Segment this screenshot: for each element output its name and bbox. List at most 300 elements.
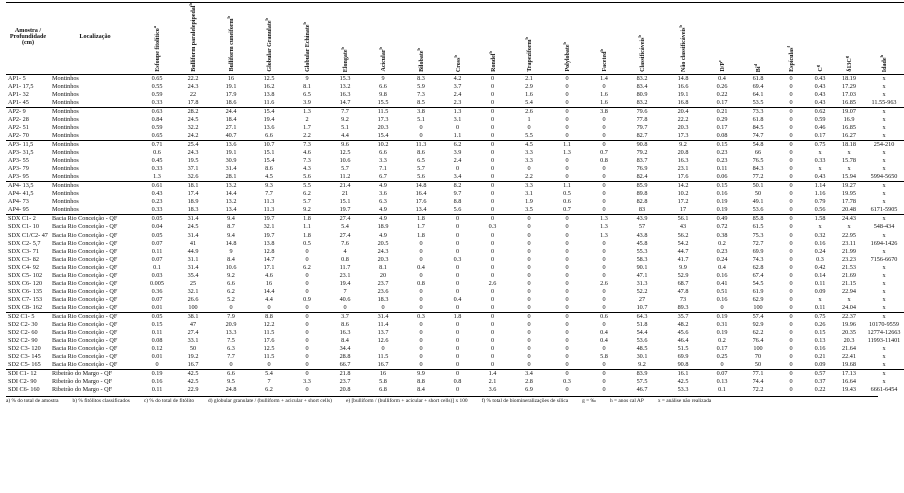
table-row <box>6 157 904 165</box>
value-cell: 0.31 <box>716 321 728 329</box>
value-cell: 0.43 <box>814 173 826 181</box>
value-cell: 0.65 <box>151 131 163 139</box>
value-cell: 0 <box>789 90 793 98</box>
value-cell: 19.68 <box>842 361 856 369</box>
value-cell: x <box>847 165 851 173</box>
value-cell: 0.07 <box>151 295 163 303</box>
value-cell: 31.4 <box>187 231 199 239</box>
value-cell: 0 <box>229 303 233 311</box>
value-cell: 0 <box>490 173 495 181</box>
value-cell: 8.6 <box>417 149 425 157</box>
column-header-footnote-mark: d <box>753 63 758 67</box>
value-cell: 3.9 <box>303 98 311 106</box>
sample-cell: SDI C2- 90 <box>8 378 37 386</box>
value-cell: 13.6 <box>212 141 250 150</box>
table-row <box>6 132 904 141</box>
value-cell: 0 <box>602 378 606 386</box>
value-cell: 0 <box>527 329 531 337</box>
value-cell: 0 <box>789 157 793 165</box>
value-cell: 47 <box>189 321 197 329</box>
column-header <box>586 3 622 75</box>
column-header-label: Amostra / Profundidade (cm) <box>9 27 47 47</box>
value-cell: 9.6 <box>326 141 364 150</box>
value-cell: 0.43 <box>814 98 826 106</box>
value-cell: 3.3 <box>510 182 548 191</box>
table-row <box>6 190 904 198</box>
value-cell: 11.4 <box>377 321 389 329</box>
value-cell: 20.3 <box>377 255 389 263</box>
value-cell: 44.9 <box>187 247 199 255</box>
value-cell: 0 <box>267 303 271 311</box>
value-cell: 77.2 <box>752 173 764 181</box>
value-cell: 26.6 <box>187 295 199 303</box>
value-cell: 0 <box>789 131 793 139</box>
column-header-footnote-mark: b <box>264 18 269 21</box>
value-cell: 83.2 <box>636 98 648 106</box>
value-cell: 19.1 <box>225 82 237 90</box>
location-cell: Bacia Rio Conceição - QF <box>52 337 118 345</box>
value-cell: 0.29 <box>716 115 728 123</box>
value-cell: 16.3 <box>677 157 689 165</box>
value-cell: 61.9 <box>752 287 764 295</box>
value-cell: 0 <box>527 337 531 345</box>
value-cell: 9 <box>364 74 402 83</box>
value-cell: 0.7 <box>600 149 608 157</box>
table-row <box>6 353 904 361</box>
value-cell: 0.9 <box>303 295 311 303</box>
value-cell: 0 <box>565 165 569 173</box>
value-cell: 0.03 <box>151 271 163 279</box>
value-cell: 0 <box>789 247 793 255</box>
value-cell: 23.6 <box>377 287 389 295</box>
value-cell: 16.2 <box>263 82 275 90</box>
table-row <box>6 256 904 264</box>
value-cell: 0.25 <box>716 353 728 361</box>
location-cell: Montinhos <box>52 98 79 106</box>
value-cell: 4.9 <box>364 215 402 224</box>
value-cell: 0 <box>548 370 586 379</box>
value-cell: 4 <box>343 247 347 255</box>
value-cell: 7.1 <box>379 165 387 173</box>
location-cell: Montinhos <box>52 165 79 173</box>
column-header-footnote-mark: c <box>717 60 722 63</box>
value-cell: 4.9 <box>379 206 387 214</box>
value-cell: 84.5 <box>752 123 764 131</box>
value-cell: 0 <box>490 271 495 279</box>
value-cell: 6.2 <box>227 287 235 295</box>
value-cell: 5.2 <box>227 295 235 303</box>
value-cell: 6.6 <box>379 82 387 90</box>
value-cell: 0.62 <box>806 107 834 116</box>
value-cell: 0.12 <box>151 345 163 353</box>
value-cell: 17.6 <box>677 173 689 181</box>
value-cell: 0.24 <box>716 255 728 263</box>
value-cell: 3.7 <box>453 82 462 90</box>
value-cell: 0.22 <box>716 90 728 98</box>
value-cell: 0.23 <box>151 198 163 206</box>
value-cell: 8.4 <box>417 386 425 394</box>
value-cell: 41.7 <box>677 255 689 263</box>
value-cell: 0.5 <box>563 190 571 198</box>
value-cell: 17.78 <box>842 198 856 206</box>
value-cell: 0 <box>475 215 510 224</box>
value-cell: 23.1 <box>677 165 689 173</box>
value-cell: 15.78 <box>842 157 856 165</box>
value-cell: 23.7 <box>377 279 389 287</box>
column-header-label: Bulliform cuneiform$^b$ <box>226 16 235 72</box>
value-cell: 43.8 <box>636 231 648 239</box>
value-cell: x <box>864 370 904 379</box>
value-cell: 0 <box>602 247 606 255</box>
value-cell: 14.8 <box>225 239 237 247</box>
value-cell: 5.8 <box>600 353 608 361</box>
value-cell: 0 <box>565 263 569 271</box>
value-cell: 33.1 <box>187 337 199 345</box>
value-cell: 1.58 <box>806 215 834 224</box>
column-header <box>662 3 704 75</box>
value-cell: 0.4 <box>417 263 425 271</box>
value-cell: 9.2 <box>638 361 646 369</box>
value-cell: x <box>882 190 886 198</box>
value-cell: 0 <box>419 123 423 131</box>
value-cell: 13.4 <box>225 206 237 214</box>
value-cell: 0.07 <box>704 370 740 379</box>
value-cell: 0.4 <box>453 295 462 303</box>
value-cell: 11.5 <box>263 329 275 337</box>
value-cell: 0 <box>490 321 495 329</box>
value-cell: x <box>882 198 886 206</box>
value-cell: 68.7 <box>677 279 689 287</box>
value-cell: 0 <box>602 303 606 311</box>
value-cell: x <box>882 279 886 287</box>
value-cell: 0 <box>455 321 460 329</box>
column-header-footnote-mark: b <box>188 3 193 6</box>
value-cell: 0 <box>419 247 423 255</box>
sample-cell: SDX C8- 162 <box>8 303 43 311</box>
column-header-label: Esfoupe fitolítico$^a$ <box>152 25 161 72</box>
value-cell: 20.3 <box>843 337 855 345</box>
value-cell: x <box>882 361 886 369</box>
value-cell: x <box>882 247 886 255</box>
value-cell: 11.3 <box>263 198 275 206</box>
value-cell: 2.2 <box>525 173 533 181</box>
value-cell: 18.18 <box>834 141 864 150</box>
column-header-footnote-mark: b <box>340 46 345 50</box>
column-header-label: Rondel$^b$ <box>487 50 497 72</box>
value-cell: 0.4 <box>704 74 740 83</box>
value-cell: 82.4 <box>636 173 648 181</box>
value-cell: 89.8 <box>636 190 648 198</box>
value-cell: 0 <box>490 90 495 98</box>
value-cell: 0.45 <box>151 157 163 165</box>
value-cell: 0 <box>490 361 495 369</box>
table-row <box>6 107 904 116</box>
column-header-footnote-mark: f <box>786 45 791 48</box>
value-cell: 3.3 <box>525 149 533 157</box>
value-cell: 0 <box>455 279 460 287</box>
value-cell: 0.33 <box>814 157 826 165</box>
value-cell: 0.1 <box>153 263 161 271</box>
value-cell: 0.1 <box>718 386 726 394</box>
value-cell: 21 <box>341 190 349 198</box>
value-cell: 0 <box>565 279 569 287</box>
value-cell: 11.3 <box>402 141 440 150</box>
sample-cell: SDX C4- 92 <box>8 263 39 271</box>
value-cell: 0.17 <box>716 123 728 131</box>
value-cell: 21.8 <box>326 370 364 379</box>
value-cell: 0 <box>490 190 495 198</box>
value-cell: 0 <box>527 165 531 173</box>
value-cell: 0 <box>155 361 159 369</box>
value-cell: 0.19 <box>716 329 728 337</box>
value-cell: 0 <box>305 303 309 311</box>
value-cell: 3.4 <box>453 173 462 181</box>
value-cell: 9.4 <box>227 231 235 239</box>
value-cell: 1.7 <box>417 223 425 231</box>
value-cell: 12.5 <box>263 345 275 353</box>
value-cell: 0.07 <box>151 239 163 247</box>
value-cell: 0 <box>789 173 793 181</box>
value-cell: 1.8 <box>303 231 311 239</box>
column-header <box>806 3 834 75</box>
value-cell: 74.4 <box>752 378 764 386</box>
value-cell: 0.19 <box>704 313 740 322</box>
value-cell: 24.04 <box>842 303 856 311</box>
location-cell: Montinhos <box>52 149 79 157</box>
value-cell: 12774-12663 <box>867 329 901 337</box>
value-cell: 48.5 <box>636 345 648 353</box>
value-cell: x <box>864 313 904 322</box>
value-cell: 0.22 <box>814 386 826 394</box>
value-cell: 19.96 <box>842 321 856 329</box>
value-cell: 23.11 <box>842 239 856 247</box>
value-cell: 0 <box>490 206 495 214</box>
value-cell: 28.8 <box>339 353 351 361</box>
table-row <box>6 83 904 91</box>
value-cell: 0 <box>602 123 606 131</box>
value-cell: 0.3 <box>488 223 497 231</box>
value-cell: 100 <box>753 303 763 311</box>
value-cell: 1.1 <box>548 182 586 191</box>
footnote: c) % do total de fitólito <box>143 397 195 404</box>
table-row <box>6 280 904 288</box>
value-cell: 16.85 <box>842 123 856 131</box>
value-cell: 75.3 <box>752 231 764 239</box>
value-cell: 0 <box>527 303 531 311</box>
value-cell: 6.5 <box>417 157 425 165</box>
table-row <box>6 240 904 248</box>
value-cell: 0 <box>565 115 569 123</box>
value-cell: 52.9 <box>677 271 689 279</box>
value-cell: x <box>882 231 886 239</box>
value-cell: 6.3 <box>379 198 387 206</box>
column-header-label: Elongate$^b$ <box>340 46 349 72</box>
value-cell: 45.6 <box>677 329 689 337</box>
value-cell: 8.6 <box>341 321 349 329</box>
column-header-footnote-mark: b <box>452 54 458 58</box>
value-cell: 9.4 <box>212 215 250 224</box>
value-cell: 11.3 <box>263 206 275 214</box>
value-cell: 1.3 <box>600 223 608 231</box>
value-cell: 38.1 <box>174 313 212 322</box>
value-cell: 12.5 <box>250 74 288 83</box>
value-cell: 17.29 <box>842 82 856 90</box>
location-cell: Bacia Rio Conceição - QF <box>52 303 118 311</box>
value-cell: 0.26 <box>716 82 728 90</box>
value-cell: 8.8 <box>417 378 425 386</box>
value-cell: 80.9 <box>636 90 648 98</box>
column-header-label: Classificáveis$^b$ <box>637 34 646 72</box>
value-cell: 0 <box>527 345 531 353</box>
location-cell: Bacia Rio Conceição - QF <box>52 345 118 353</box>
value-cell: 0 <box>789 279 793 287</box>
column-header <box>776 3 806 75</box>
value-cell: 10.7 <box>636 303 648 311</box>
value-cell: 0 <box>455 123 460 131</box>
value-cell: 0.01 <box>151 303 163 311</box>
value-cell: 0 <box>789 231 793 239</box>
value-cell: 50 <box>754 190 762 198</box>
value-cell: 0.15 <box>704 182 740 191</box>
column-header-label: $\delta 13C^g$ <box>844 55 853 72</box>
value-cell: 12.8 <box>263 247 275 255</box>
value-cell: 0.16 <box>716 190 728 198</box>
value-cell: 19.1 <box>225 149 237 157</box>
value-cell: 13.7 <box>377 329 389 337</box>
table-row <box>6 99 904 108</box>
value-cell: 5.7 <box>303 198 311 206</box>
value-cell: 0.01 <box>151 353 163 361</box>
value-cell: 0.75 <box>806 313 834 322</box>
value-cell: 22.37 <box>834 313 864 322</box>
value-cell: 15.1 <box>339 198 351 206</box>
value-cell: 64.1 <box>752 90 764 98</box>
value-cell: 0 <box>490 239 495 247</box>
value-cell: 1.1 <box>548 141 586 150</box>
value-cell: x <box>882 90 886 98</box>
value-cell: 6171-5905 <box>870 206 898 214</box>
value-cell: 8.1 <box>303 82 311 90</box>
value-cell: 43.9 <box>622 215 662 224</box>
value-cell: 21.69 <box>842 271 856 279</box>
value-cell: 19.7 <box>263 231 275 239</box>
value-cell: 6661-6454 <box>870 386 898 394</box>
value-cell: 49.1 <box>752 198 764 206</box>
column-header-label: Cross$^b$ <box>452 54 462 72</box>
location-cell: Montinhos <box>52 173 79 181</box>
value-cell: 15.94 <box>842 173 856 181</box>
value-cell: 22.95 <box>842 231 856 239</box>
value-cell: 14.8 <box>662 74 704 83</box>
value-cell: 0.05 <box>140 215 174 224</box>
value-cell: 1.9 <box>525 198 533 206</box>
value-cell: 0.15 <box>151 321 163 329</box>
value-cell: 0.49 <box>704 215 740 224</box>
footnote: a) % do total de amostra <box>6 397 59 404</box>
value-cell: 0 <box>776 107 806 116</box>
value-cell: 6.2 <box>303 190 311 198</box>
value-cell: 0 <box>565 386 569 394</box>
value-cell: 0 <box>455 345 460 353</box>
column-header-label: Trapeziform$^b$ <box>524 36 533 72</box>
value-cell: 16.27 <box>842 131 856 139</box>
value-cell: 7.6 <box>341 239 349 247</box>
value-cell: 0.5 <box>303 239 311 247</box>
value-cell: 15.4 <box>377 131 389 139</box>
value-cell: 92.9 <box>752 321 764 329</box>
value-cell: 0 <box>527 321 531 329</box>
value-cell: 61.5 <box>752 223 764 231</box>
column-header <box>250 3 288 75</box>
value-cell: 0 <box>789 378 793 386</box>
column-header-footnote-mark: b <box>599 49 604 52</box>
column-header <box>288 3 326 75</box>
footnote: d) globular granulate / (bulliform + acicular + short cells) <box>208 397 332 404</box>
value-cell: 2.6 <box>488 279 497 287</box>
sample-cell: SD2 C2- 60 <box>8 329 38 337</box>
value-cell: x <box>882 131 886 139</box>
value-cell: 7.3 <box>288 141 326 150</box>
value-cell: 0 <box>419 287 423 295</box>
value-cell: 8.6 <box>265 165 273 173</box>
value-cell: 0 <box>565 321 569 329</box>
sample-cell: AP4- 13,5 <box>6 182 50 191</box>
table-row <box>6 386 904 394</box>
value-cell: 76.4 <box>752 337 764 345</box>
value-cell: 18.19 <box>834 74 864 83</box>
value-cell: x <box>882 295 886 303</box>
value-cell: 5.6 <box>303 173 311 181</box>
value-cell: 1.6 <box>525 90 533 98</box>
value-cell: 0.63 <box>140 107 174 116</box>
column-header-label: Bi$^d$ <box>753 63 762 72</box>
value-cell: 0 <box>527 295 531 303</box>
value-cell: 83 <box>638 206 646 214</box>
value-cell: 0.17 <box>716 98 728 106</box>
value-cell: 69.9 <box>677 353 689 361</box>
value-cell: 27.4 <box>187 329 199 337</box>
location-cell: Montinhos <box>50 182 140 191</box>
value-cell: 11.2 <box>339 173 351 181</box>
value-cell: 5.8 <box>379 378 387 386</box>
value-cell: 0 <box>419 239 423 247</box>
value-cell: 8.4 <box>341 337 349 345</box>
table-row <box>6 321 904 329</box>
value-cell: 0 <box>455 386 460 394</box>
value-cell: 0.005 <box>150 279 164 287</box>
value-cell: 0 <box>419 361 423 369</box>
value-cell: 0.32 <box>814 231 826 239</box>
value-cell: 58.3 <box>636 255 648 263</box>
value-cell: 6.7 <box>379 173 387 181</box>
value-cell: 0 <box>490 165 495 173</box>
value-cell: 0 <box>527 255 531 263</box>
value-cell: 0 <box>776 370 806 379</box>
value-cell: 6.2 <box>303 263 311 271</box>
value-cell: 5.7 <box>417 165 425 173</box>
value-cell: 17.6 <box>415 198 427 206</box>
value-cell: 0 <box>455 165 460 173</box>
location-cell: Montinhos <box>52 190 79 198</box>
location-cell: Bacia Rio Conceição - QF <box>52 263 118 271</box>
value-cell: 1.4 <box>475 370 510 379</box>
value-cell: 0 <box>305 287 309 295</box>
value-cell: 0 <box>305 255 309 263</box>
value-cell: 61.8 <box>752 115 764 123</box>
value-cell: 0 <box>789 239 793 247</box>
value-cell: 0.16 <box>151 378 163 386</box>
value-cell: 3.3 <box>525 157 533 165</box>
